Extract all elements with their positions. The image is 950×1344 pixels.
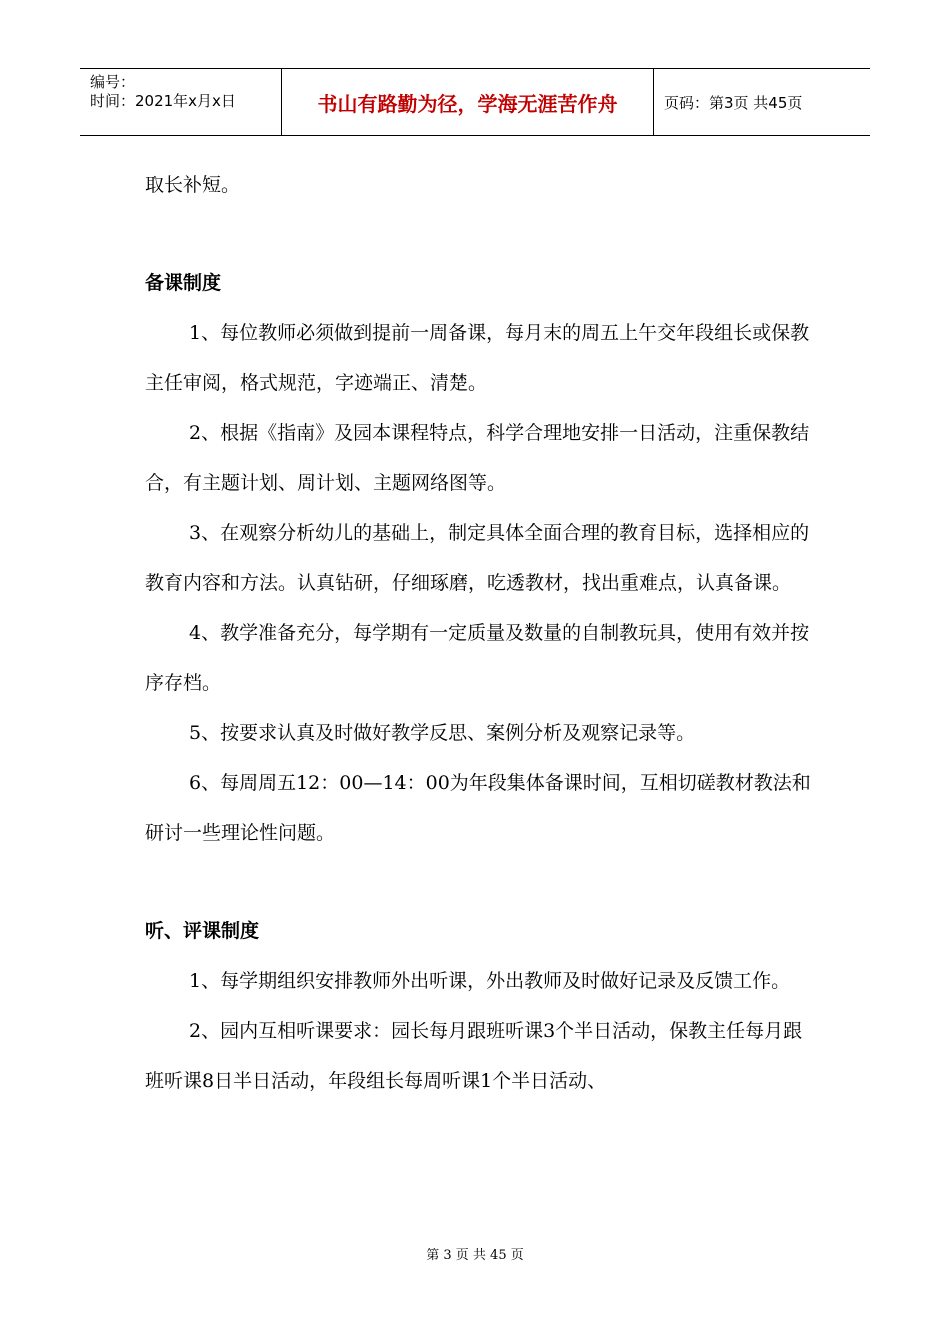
document-body	[145, 160, 815, 1106]
paragraph: 2、园内互相听课要求：园长每月跟班听课3个半日活动，保教主任每月跟班听课8日半日活动，年段组长每周听课1个半日活动、	[145, 1020, 803, 1092]
intro-text: 取长补短。	[145, 174, 241, 196]
paragraph: 2、根据《指南》及园本课程特点，科学合理地安排一日活动，注重保教结合，有主题计划、周计划、主题网络图等。	[145, 422, 810, 494]
header-number-label: 编号：	[90, 73, 136, 91]
page-footer: 第 3 页 共 45 页	[426, 1248, 524, 1263]
header-page-info: 页码：第3页 共45页	[664, 93, 803, 112]
section-title-lesson-prep: 备课制度	[145, 272, 222, 294]
header-motto: 书山有路勤为径，学海无涯苦作舟	[282, 69, 654, 135]
header-time-label: 时间：2021年x月x日	[90, 92, 236, 110]
paragraph: 5、按要求认真及时做好教学反思、案例分析及观察记录等。	[189, 722, 696, 744]
section-title-lesson-observation: 听、评课制度	[145, 920, 260, 942]
header-meta-cell	[80, 69, 282, 135]
paragraph: 3、在观察分析幼儿的基础上，制定具体全面合理的教育目标，选择相应的教育内容和方法。认真钻研，仔细琢磨，吃透教材，找出重难点，认真备课。	[145, 522, 810, 594]
paragraph: 6、每周周五12：00—14：00为年段集体备课时间，互相切磋教材教法和研讨一些理论性问题。	[145, 772, 811, 844]
paragraph: 1、每学期组织安排教师外出听课，外出教师及时做好记录及反馈工作。	[189, 970, 791, 992]
paragraph: 1、每位教师必须做到提前一周备课，每月末的周五上午交年段组长或保教主任审阅，格式规范，字迹端正、清楚。	[145, 322, 810, 394]
paragraph: 4、教学准备充分，每学期有一定质量及数量的自制教玩具，使用有效并按序存档。	[145, 622, 810, 694]
document-header	[80, 68, 870, 136]
